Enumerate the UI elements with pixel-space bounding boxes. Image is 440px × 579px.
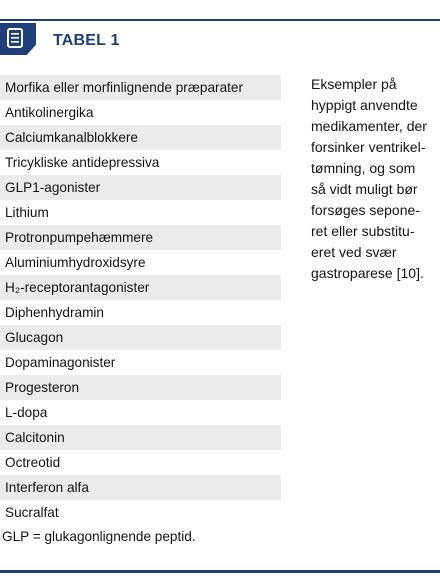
table-footnote: GLP = glukagonlignende peptid. bbox=[2, 529, 196, 544]
table-row: Octreotid bbox=[0, 450, 281, 475]
table-row: Sucralfat bbox=[0, 500, 281, 525]
side-note-line: forsøges sepone- bbox=[311, 202, 420, 218]
table-row: Aluminiumhydroxidsyre bbox=[0, 250, 281, 275]
table-row: Diphenhydramin bbox=[0, 300, 281, 325]
document-list-icon bbox=[0, 23, 36, 55]
table-row: Morfika eller morfinlignende præparater bbox=[0, 75, 281, 100]
side-note bbox=[311, 74, 437, 284]
side-note-line: gastroparese [10]. bbox=[311, 265, 424, 281]
table-title: TABEL 1 bbox=[53, 32, 120, 49]
side-note-line: eret ved svær bbox=[311, 244, 397, 260]
side-note-line: forsinker ventrikel- bbox=[311, 139, 426, 155]
side-note-line: Eksempler på bbox=[311, 76, 397, 92]
table-row: L-dopa bbox=[0, 400, 281, 425]
medication-table bbox=[0, 75, 281, 525]
table-row: GLP1-agonister bbox=[0, 175, 281, 200]
table-header bbox=[0, 19, 440, 57]
side-note-line: medikamenter, der bbox=[311, 118, 427, 134]
table-row: Protronpumpehæmmere bbox=[0, 225, 281, 250]
side-note-line: tømning, og som bbox=[311, 160, 416, 176]
side-note-line: så vidt muligt bør bbox=[311, 181, 418, 197]
table-row: Interferon alfa bbox=[0, 475, 281, 500]
bottom-rule bbox=[0, 570, 440, 573]
side-note-line: hyppigt anvendte bbox=[311, 97, 418, 113]
table-row: Tricykliske antidepressiva bbox=[0, 150, 281, 175]
table-row: Progesteron bbox=[0, 375, 281, 400]
table-row: Calciumkanalblokkere bbox=[0, 125, 281, 150]
table-row: Lithium bbox=[0, 200, 281, 225]
table-row: Dopaminagonister bbox=[0, 350, 281, 375]
table-row: Antikolinergika bbox=[0, 100, 281, 125]
table-row: Glucagon bbox=[0, 325, 281, 350]
table-row: Calcitonin bbox=[0, 425, 281, 450]
side-note-line: ret eller substitu- bbox=[311, 223, 415, 239]
table-row: H₂-receptorantagonister bbox=[0, 275, 281, 300]
